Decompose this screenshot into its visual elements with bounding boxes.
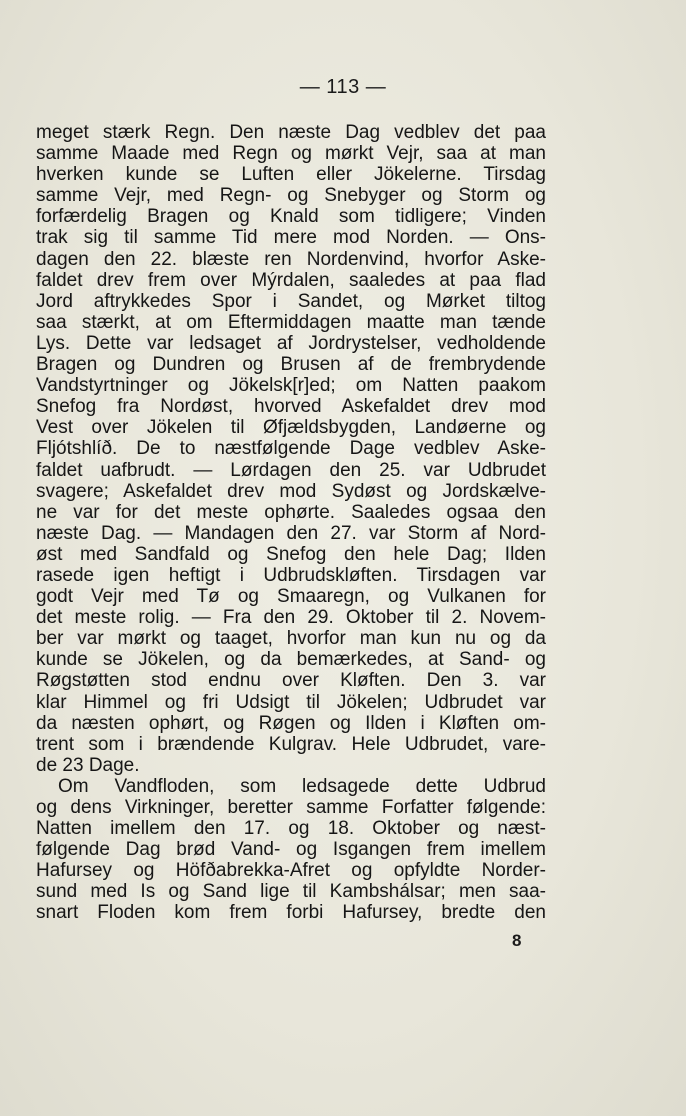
text-line: Røgstøtten stod endnu over Kløften. Den 3. var: [36, 670, 546, 692]
text-line: samme Vejr, med Regn- og Snebyger og Storm og: [36, 185, 546, 207]
text-line: da næsten ophørt, og Røgen og Ilden i Kløften om-: [36, 712, 546, 734]
text-line: rasede igen heftigt i Udbrudskløften. Tirsdagen var: [36, 564, 546, 586]
text-line: sund med Is og Sand lige til Kambshálsar; men saa-: [36, 881, 546, 903]
text-line: trent som i brændende Kulgrav. Hele Udbrudet, vare-: [36, 733, 546, 755]
text-line: samme Maade med Regn og mørkt Vejr, saa at man: [36, 143, 546, 165]
text-line: trak sig til samme Tid mere mod Norden. — Ons-: [36, 227, 546, 249]
text-line: faldet uafbrudt. — Lørdagen den 25. var Udbrudet: [36, 459, 546, 481]
text-line: Snefog fra Nordøst, hvorved Askefaldet drev mod: [36, 396, 546, 418]
text-line: Vandstyrtninger og Jökelsk[r]ed; om Natten paakom: [36, 375, 546, 397]
text-line: næste Dag. — Mandagen den 27. var Storm af Nord-: [36, 522, 546, 544]
text-line: faldet drev frem over Mýrdalen, saaledes at paa flad: [36, 269, 546, 291]
page-number: — 113 —: [299, 76, 387, 98]
text-line: følgende Dag brød Vand- og Isgangen frem imellem: [36, 839, 546, 861]
text-line: snart Floden kom frem forbi Hafursey, bredte den: [36, 902, 546, 924]
text-line: dagen den 22. blæste ren Nordenvind, hvorfor Aske-: [36, 248, 546, 270]
text-line: saa stærkt, at om Eftermiddagen maatte man tænde: [36, 311, 546, 333]
text-line: Hafursey og Höfðabrekka-Afret og opfyldte Norder-: [36, 860, 546, 882]
text-line: og dens Virkninger, beretter samme Forfatter følgende:: [36, 797, 546, 818]
text-line: det meste rolig. — Fra den 29. Oktober til 2. Novem-: [36, 607, 546, 629]
text-line: forfærdelig Bragen og Knald som tidligere; Vinden: [36, 206, 546, 228]
text-line-paragraph-start: Om Vandfloden, som ledsagede dette Udbrud: [58, 775, 546, 797]
text-line: Fljótshlíð. De to næstfølgende Dage vedblev Aske-: [36, 438, 546, 460]
text-line: øst med Sandfald og Snefog den hele Dag; Ilden: [36, 543, 546, 565]
text-line: Bragen og Dundren og Brusen af de frembrydende: [36, 354, 546, 376]
text-line: klar Himmel og fri Udsigt til Jökelen; Udbrudet var: [36, 691, 546, 713]
text-line: ne var for det meste ophørte. Saaledes ogsaa den: [36, 501, 546, 523]
text-line: meget stærk Regn. Den næste Dag vedblev det paa: [36, 122, 546, 143]
text-line: ber var mørkt og taaget, hvorfor man kun nu og da: [36, 628, 546, 650]
text-line: hverken kunde se Luften eller Jökelerne. Tirsdag: [36, 164, 546, 186]
text-line: kunde se Jökelen, og da bemærkedes, at Sand- og: [36, 649, 546, 671]
text-line: svagere; Askefaldet drev mod Sydøst og Jordskælve-: [36, 480, 546, 502]
text-line: Jord aftrykkedes Spor i Sandet, og Mørket tiltog: [36, 290, 546, 312]
body-text: [36, 122, 546, 924]
signature-mark: 8: [512, 931, 522, 950]
text-line: Lys. Dette var ledsaget af Jordrystelser, vedholdende: [36, 332, 546, 354]
text-line: Vest over Jökelen til Øfjældsbygden, Landøerne og: [36, 417, 546, 439]
text-line-paragraph-end: de 23 Dage.: [36, 754, 140, 776]
text-line: godt Vejr med Tø og Smaaregn, og Vulkanen for: [36, 586, 546, 608]
text-line: Natten imellem den 17. og 18. Oktober og næst-: [36, 818, 546, 840]
